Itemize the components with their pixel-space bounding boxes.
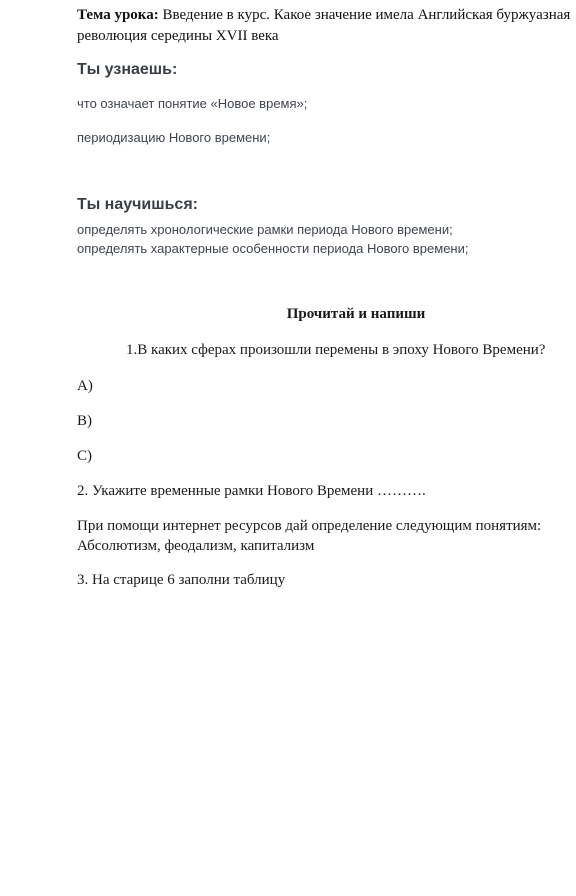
learn-item-2: периодизацию Нового времени; (77, 130, 271, 145)
question-1: 1.В каких сферах произошли перемены в эпоху Нового Времени? (126, 342, 546, 358)
question-definitions-line2: Абсолютизм, феодализм, капитализм (77, 538, 315, 554)
topic-label: Тема урока: (77, 7, 159, 23)
question-2: 2. Укажите временные рамки Нового Времени ………. (77, 483, 426, 499)
skills-heading: Ты научишься: (77, 196, 198, 213)
learn-item-1: что означает понятие «Новое время»; (77, 96, 308, 111)
question-3: 3. На старице 6 заполни таблицу (77, 572, 286, 588)
answer-a-label: A) (77, 378, 93, 394)
learn-heading: Ты узнаешь: (77, 61, 178, 78)
answer-c-label: C) (77, 448, 92, 464)
answer-b-label: B) (77, 413, 92, 429)
skills-item-2: определять характерные особенности периода Нового времени; (77, 241, 469, 256)
topic-text-line1: Введение в курс. Какое значение имела Английская буржуазная (158, 7, 571, 23)
lesson-topic (77, 5, 570, 47)
question-definitions-line1: При помощи интернет ресурсов дай определение следующим понятиям: (77, 518, 542, 534)
skills-item-1: определять хронологические рамки периода Нового времени; (77, 222, 453, 237)
task-title: Прочитай и напиши (286, 306, 426, 322)
topic-text-line2: революция середины XVII века (77, 28, 279, 44)
